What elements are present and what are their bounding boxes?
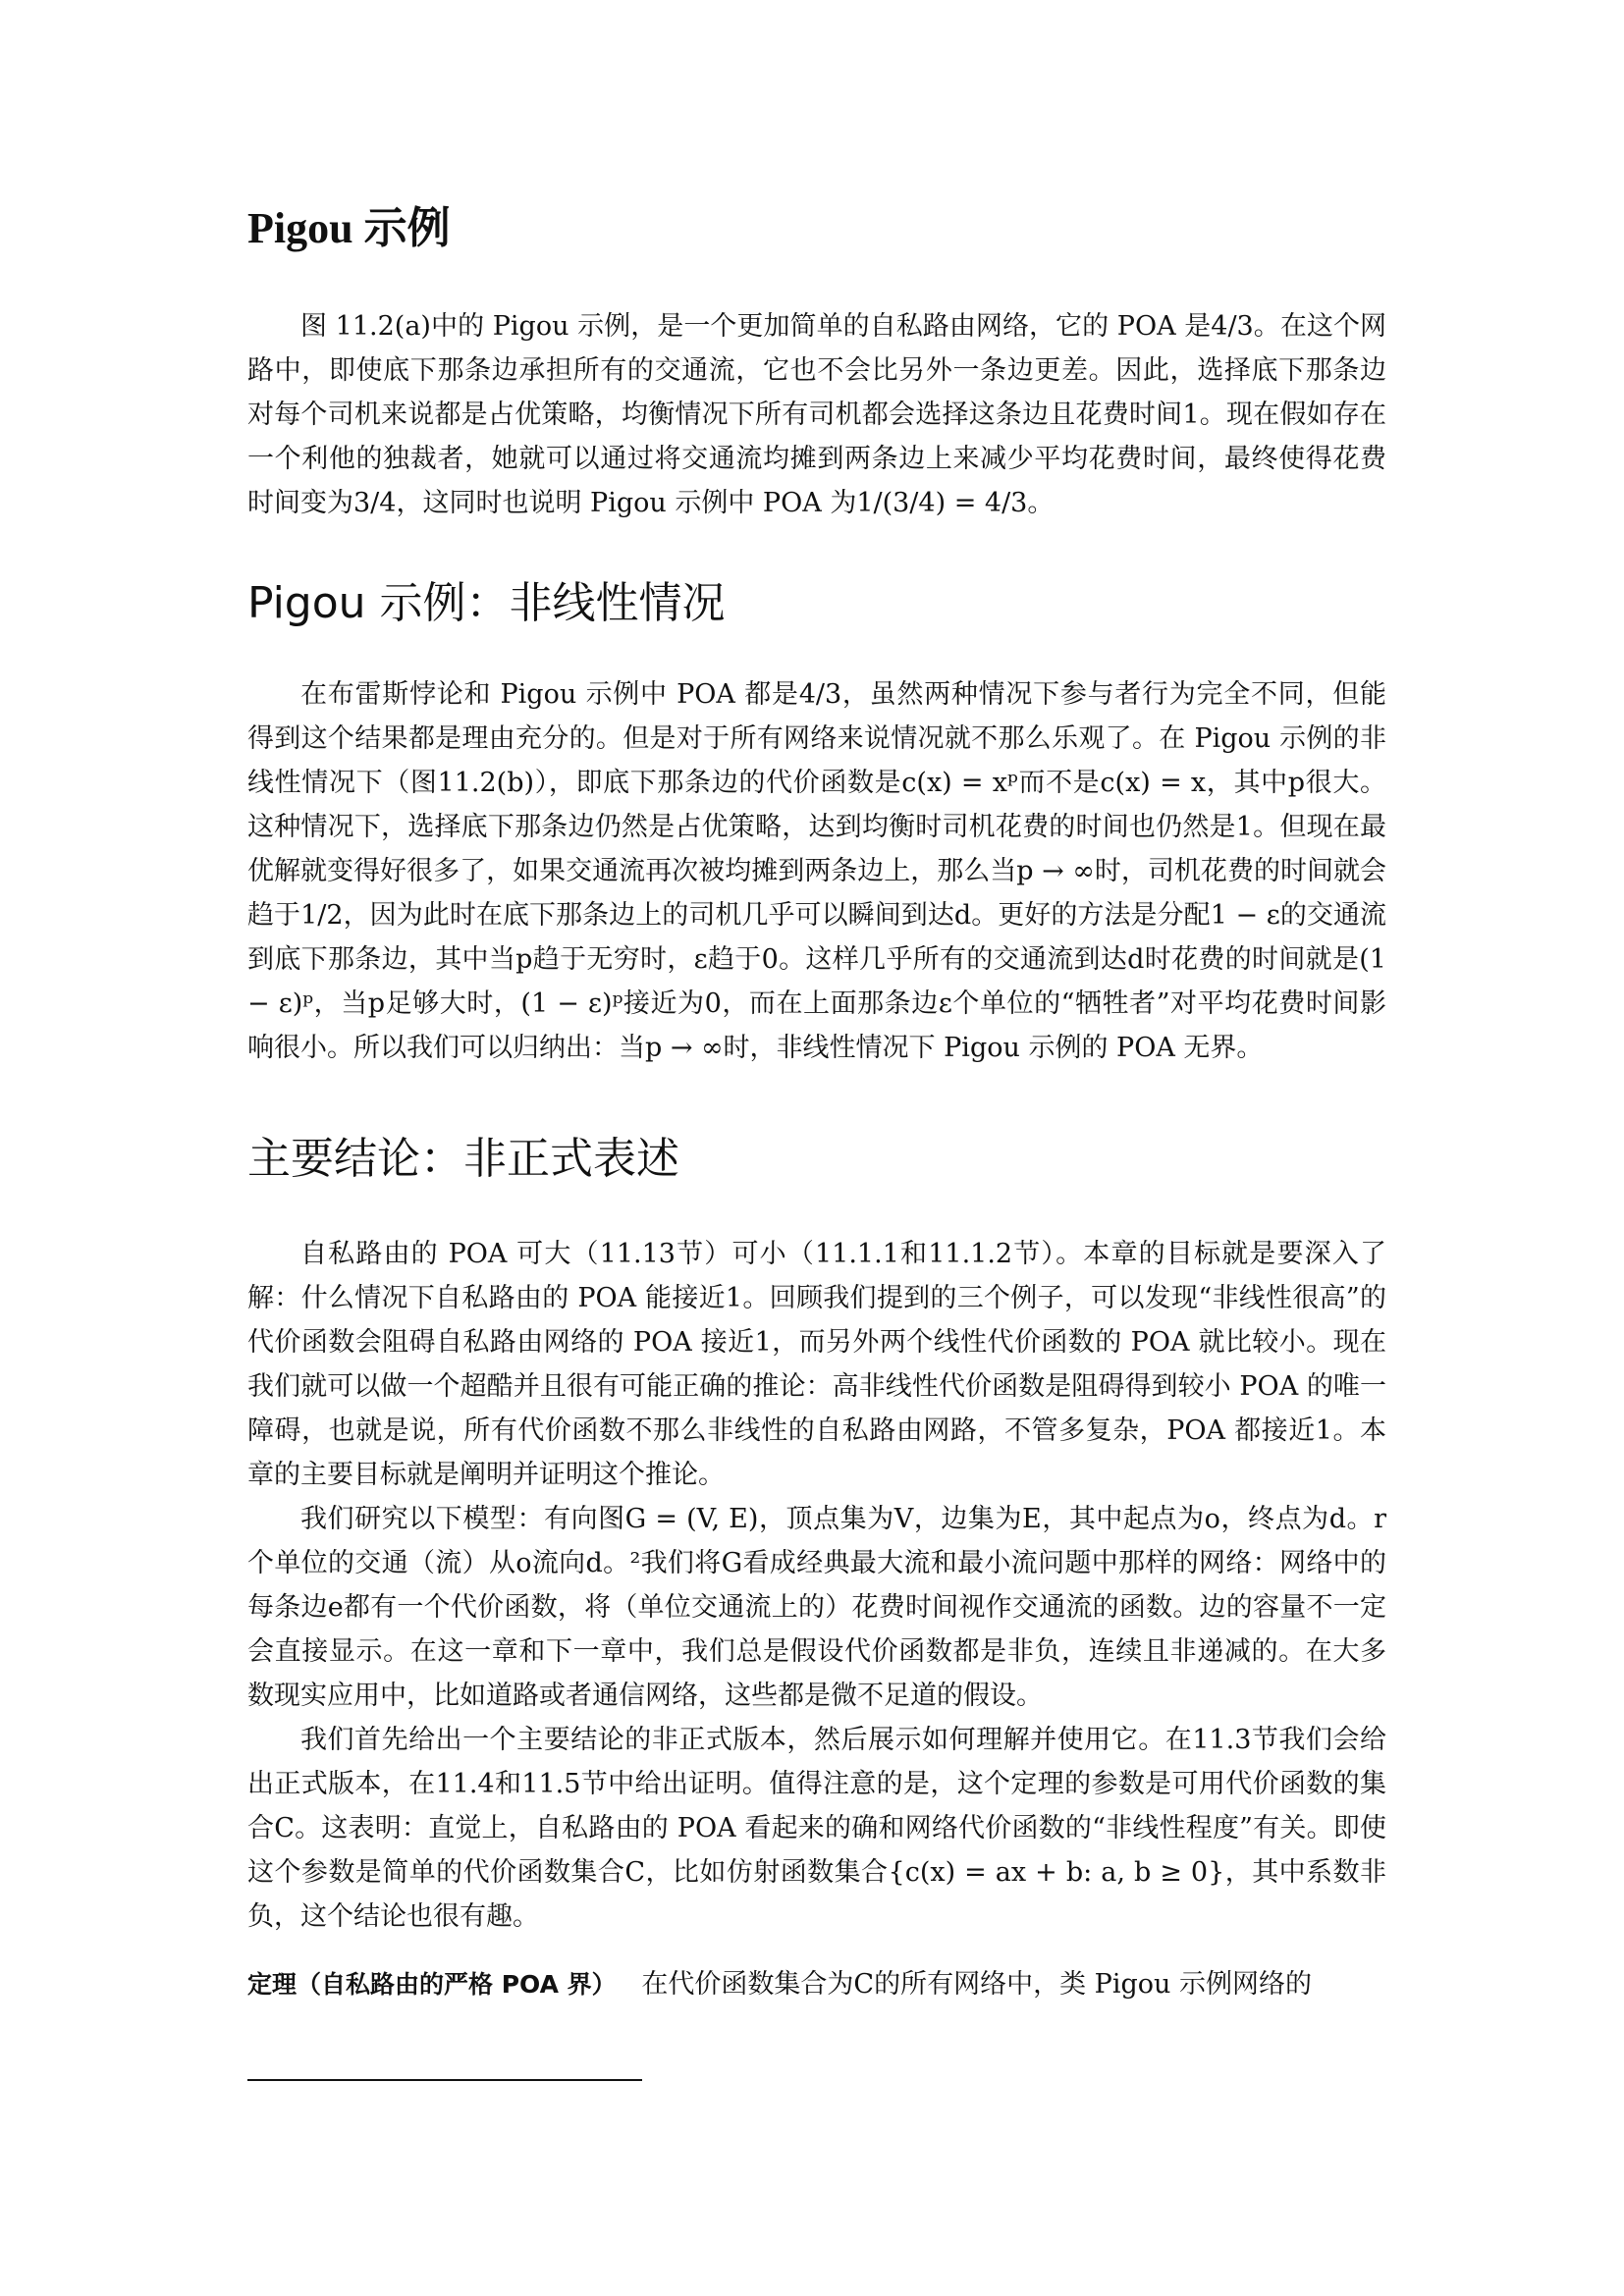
theorem-text: 在代价函数集合为C的所有网络中，类 Pigou 示例网络的 bbox=[641, 1969, 1312, 2000]
paragraph: 图 11.2(a)中的 Pigou 示例，是一个更加简单的自私路由网络，它的 POA 是4/3。在这个网路中，即使底下那条边承担所有的交通流，它也不会比另外一条边更差。因此，选择底下那条边对每个司机来说都是占优策略，均衡情况下所有司机都会选择这条边且花费时间1。现在假如存在一个利他的独裁者，她就可以通过将交通流均摊到两条边上来减少平均花费时间，最终使得花费时间变为3/4，这同时也说明 Pigou 示例中 POA 为1/(3/4) = 4/3。 bbox=[247, 311, 1386, 518]
section-title-pigou-example: Pigou 示例 bbox=[247, 204, 451, 252]
paragraph: 我们研究以下模型：有向图G = (V, E)，顶点集为V，边集为E，其中起点为o，终点为d。r个单位的交通（流）从o流向d。²我们将G看成经典最大流和最小流问题中那样的网络：网络中的每条边e都有一个代价函数，将（单位交通流上的）花费时间视作交通流的函数。边的容量不一定会直接显示。在这一章和下一章中，我们总是假设代价函数都是非负，连续且非递减的。在大多数现实应用中，比如道路或者通信网络，这些都是微不足道的假设。 bbox=[247, 1504, 1386, 1711]
paragraph: 在布雷斯悖论和 Pigou 示例中 POA 都是4/3，虽然两种情况下参与者行为完全不同，但能得到这个结果都是理由充分的。但是对于所有网络来说情况就不那么乐观了。在 Pigou 示例的非线性情况下（图11.2(b)），即底下那条边的代价函数是c(x) = xᵖ而不是c(x) = x，其中p很大。这种情况下，选择底下那条边仍然是占优策略，达到均衡时司机花费的时间也仍然是1。但现在最优解就变得好很多了，如果交通流再次被均摊到两条边上，那么当p → ∞时，司机花费的时间就会趋于1/2，因为此时在底下那条边上的司机几乎可以瞬间到达d。更好的方法是分配1 − ε的交通流到底下那条边，其中当p趋于无穷时，ε趋于0。这样几乎所有的交通流到达d时花费的时间就是(1 − ε)ᵖ，当p足够大时，(1 − ε)ᵖ接近为0，而在上面那条边ε个单位的“牺牲者”对平均花费时间影响很小。所以我们可以归纳出：当p → ∞时，非线性情况下 Pigou 示例的 POA 无界。 bbox=[247, 679, 1386, 1063]
paragraph: 自私路由的 POA 可大（11.13节）可小（11.1.1和11.1.2节）。本章的目标就是要深入了解：什么情况下自私路由的 POA 能接近1。回顾我们提到的三个例子，可以发现“非线性很高”的代价函数会阻碍自私路由网络的 POA 接近1，而另外两个线性代价函数的 POA 就比较小。现在我们就可以做一个超酷并且很有可能正确的推论：高非线性代价函数是阻碍得到较小 POA 的唯一障碍，也就是说，所有代价函数不那么非线性的自私路由网路，不管多复杂，POA 都接近1。本章的主要目标就是阐明并证明这个推论。 bbox=[247, 1239, 1386, 1490]
theorem-statement bbox=[247, 1962, 1386, 2006]
paragraph: 我们首先给出一个主要结论的非正式版本，然后展示如何理解并使用它。在11.3节我们会给出正式版本，在11.4和11.5节中给出证明。值得注意的是，这个定理的参数是可用代价函数的集合C。这表明：直觉上，自私路由的 POA 看起来的确和网络代价函数的“非线性程度”有关。即使这个参数是简单的代价函数集合C，比如仿射函数集合{c(x) = ax + b: a, b ≥ 0}，其中系数非负，这个结论也很有趣。 bbox=[247, 1725, 1386, 1932]
section-title-pigou-nonlinear: Pigou 示例：非线性情况 bbox=[247, 578, 726, 628]
theorem-label: 定理（自私路由的严格 POA 界） bbox=[247, 1970, 617, 1999]
page-content bbox=[247, 201, 1386, 2006]
footnote-separator bbox=[247, 2079, 642, 2081]
section-title-main-result-informal: 主要结论：非正式表述 bbox=[247, 1134, 679, 1184]
